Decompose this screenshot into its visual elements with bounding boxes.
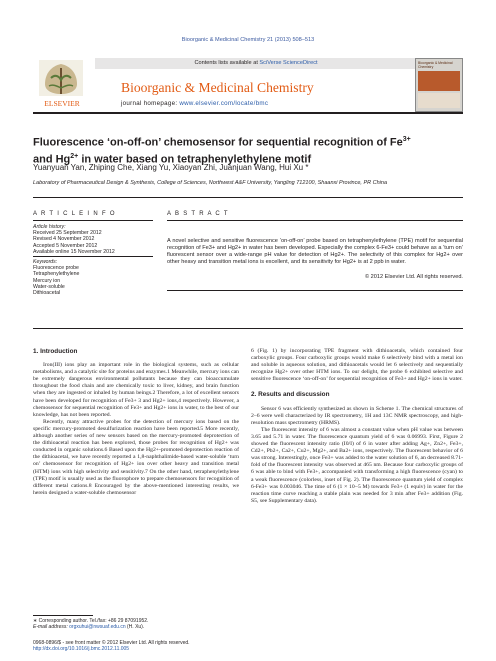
divider-article-info — [33, 220, 153, 221]
title-sup-2: 2+ — [70, 152, 79, 160]
corresponding-author-note — [33, 618, 243, 630]
cover-lower — [418, 93, 460, 108]
journal-title: Bioorganic & Medicinal Chemistry — [121, 80, 314, 95]
email-suffix: (H. Xu). — [125, 624, 145, 630]
keyword: Mercury ion — [33, 277, 61, 284]
title-part-3: in water based on tetraphenylethylene motif — [78, 153, 312, 166]
journal-homepage — [121, 100, 268, 107]
contents-band — [95, 58, 417, 69]
keyword: Water-soluble — [33, 283, 65, 290]
title-part-2: and Hg — [33, 153, 71, 166]
introduction-heading: 1. Introduction — [33, 348, 78, 355]
publisher-name: ELSEVIER — [44, 99, 80, 108]
left-column — [33, 348, 239, 497]
results-paragraph-2: The fluorescent intensity of 6 was almost a constant value when pH value was between 3.65 and 5.71 in water. The fluorescence quantum yield of 6 was 0.06993. First, Figure 2 showed the fluorescent intensity ratio (I0/I) of 6 in water after adding Ag+, Zn2+, Fe3+, Cd2+, Pb2+, Ca2+, Cu2+, Mg2+, and Ba2+ ions, respectively. The fluorescent behavior of 6 was strong. Interestingly, once Fe3+ was added to the water solution of 6, an decreased 8.71-fold of the fluorescent intensity was observed at 465 nm. Because four carboxylic groups of 6 was able to bind with Fe3+, accompanied with transforming a high fluorescence (cyan) to a weak fluorescence (colorless, inset of Fig. 2). The fluorescence quantum yield of complex 6-Fe3+ was 0.003046. The time of 6 (1 × 10−5 M) towards Fe3+ (1 equiv) in water for the reaction time curve reaching a stable plain was needed for 3 min after Fe3+ addition (Fig. S5, see Supplementary data). — [251, 426, 463, 504]
footnote-rule — [33, 615, 93, 616]
journal-citation: Bioorganic & Medicinal Chemistry 21 (2013) 508–513 — [181, 37, 315, 43]
results-heading: 2. Results and discussion — [251, 391, 330, 399]
title-sup-1: 3+ — [402, 136, 411, 143]
cover-title: Bioorganic & Medicinal Chemistry — [418, 61, 453, 69]
elsevier-logo — [33, 58, 93, 110]
intro-paragraph-1: Iron(III) ions play an important role in the biological systems, such as cellular metabolisms, and a catalytic site for proteins and enzymes.1 Meanwhile, mercury ions can be extremely dangerous environmental pollutants because they can bioaccumulate throughout the food chain and are chemically toxic to liver, kidney, and brain function when they are ingested or inhaled by human beings.2 Therefore, a lot of excellent sensors have been developed for recognition of Fe3+ 3 and Hg2+ ions,4 respectively. However, a chemosensor for sequential recognition of Fe3+ and Hg2+ ions in water, to the best of our knowledge, has not been reported. — [33, 362, 239, 418]
divider-abstract-end — [167, 290, 463, 291]
article-history — [33, 224, 158, 255]
author-list: Yuanyuan Yan, Zhiping Che, Xiang Yu, Xiaoyan Zhi, Juanjuan Wang, Hui Xu * — [33, 163, 309, 172]
email-label: E-mail address: — [33, 624, 70, 630]
divider-keywords — [33, 256, 153, 257]
sciencedirect-link[interactable]: SciVerse ScienceDirect — [259, 60, 318, 66]
divider-abstract — [167, 220, 463, 221]
divider-body — [33, 328, 463, 329]
abstract-label: A B S T R A C T — [167, 211, 229, 217]
cover-band — [418, 71, 460, 91]
keywords-label: Keywords: — [33, 259, 58, 265]
results-paragraph-1: Sensor 6 was efficiently synthesized as shown in Scheme 1. The chemical structures of 2–6 were well characterized by IR spectrometry, 1H and 13C NMR spectroscopy, and high-resolution mass spectrometry (HRMS). — [251, 405, 463, 426]
keyword: Tetraphenylethylene — [33, 271, 80, 278]
history-item: Revised 4 November 2012 — [33, 236, 95, 243]
footnote-line-1: ∗ Corresponding author. Tel./fax: +86 29 87091952. — [33, 618, 149, 624]
intro-paragraph-2: Recently, many attractive probes for the detection of mercury ions based on the specific mercury-promoted desulfurization reaction have been reported.5 More recently, although another series of new sensors based on the mercury-promoted deprotection of the dithioacetal reaction has been explored, those probes for recognition of Hg2+ was conducted in organic solutions.6 Based upon the Hg2+-promoted deprotection reaction of the dithioacetal, we have recently reported a 1,8-naphthalimide-based water-soluble ‘turn on’ chemosensor for recognition of Hg2+ ion over other heavy and transition metal (HTM) ions with high selectivity and sensitivity.7 On the other hand, tetraphenylethylene (TPE) motif is usually used as the fluorophore to prepare chemosensors for recognition of different metal cations.8 Encouraged by the above-mentioned interesting results, we herein designed a water-soluble chemosensor — [33, 418, 239, 496]
keyword: Dithioacetal — [33, 290, 61, 297]
right-column — [251, 348, 463, 505]
abstract-text: A novel selective and sensitive fluorescence ‘on-off-on’ probe based on tetraphenylethylene (TPE) motif for sequential recognition of Fe3+ and Hg2+ in water has been developed. Especially the complex 6-Fe3+ could behave as a ‘turn on’ fluorescent sensor over a wide-range pH value for detection of Hg2+. The selectivity of this complex for Hg2+ over other heavy and transition metal ions is excellent, and its sensitivity for Hg2+ is at 2 ppb in water. — [167, 238, 463, 265]
article-info-label: A R T I C L E I N F O — [33, 211, 116, 217]
contents-prefix: Contents lists available at — [194, 60, 260, 66]
homepage-link[interactable]: www.elsevier.com/locate/bmc — [179, 100, 269, 107]
keywords-block — [33, 259, 158, 296]
front-matter — [33, 640, 333, 652]
history-item: Accepted 5 November 2012 — [33, 242, 98, 249]
journal-cover — [415, 58, 463, 112]
author-email-link[interactable]: orgxuhui@nwsuaf.edu.cn — [69, 624, 126, 630]
history-item: Available online 15 November 2012 — [33, 248, 115, 255]
history-item: Received 25 September 2012 — [33, 230, 102, 237]
abstract-copyright: © 2012 Elsevier Ltd. All rights reserved. — [364, 274, 463, 280]
doi-link[interactable]: http://dx.doi.org/10.1016/j.bmc.2012.11.005 — [33, 646, 130, 652]
title-part-1: Fluorescence ‘on-off-on’ chemosensor for sequential recognition of Fe — [33, 136, 403, 149]
journal-header — [33, 58, 463, 114]
issn-line: 0968-0896/$ - see front matter © 2012 Elsevier Ltd. All rights reserved. — [33, 640, 190, 646]
article-title — [33, 133, 458, 166]
keyword: Fluorescence probe — [33, 265, 79, 272]
homepage-prefix: journal homepage: — [121, 100, 180, 107]
divider-top — [33, 197, 463, 198]
history-label: Article history: — [33, 224, 66, 230]
right-paragraph-1: 6 (Fig. 1) by incorporating TPE fragment with dithioacetals, which contained four carboxylic groups. Four carboxylic groups would make 6 selectively bind with a metal ion and soluble in aqueous solution, and dithioacetals would let 6 selectively and sequentially recognize Hg2+ over other HTM ions. To our delight, the probe 6 exhibited selective and sensitive fluorescence ‘on-off-on’ for sequential recognition of Fe3+ and Hg2+ ions in water. — [251, 348, 463, 383]
affiliation: Laboratory of Pharmaceutical Design & Synthesis, College of Sciences, Northwest A&F University, Yangling 712100, Shaanxi Province, PR China — [33, 180, 388, 186]
footnote-line-2 — [33, 624, 243, 630]
